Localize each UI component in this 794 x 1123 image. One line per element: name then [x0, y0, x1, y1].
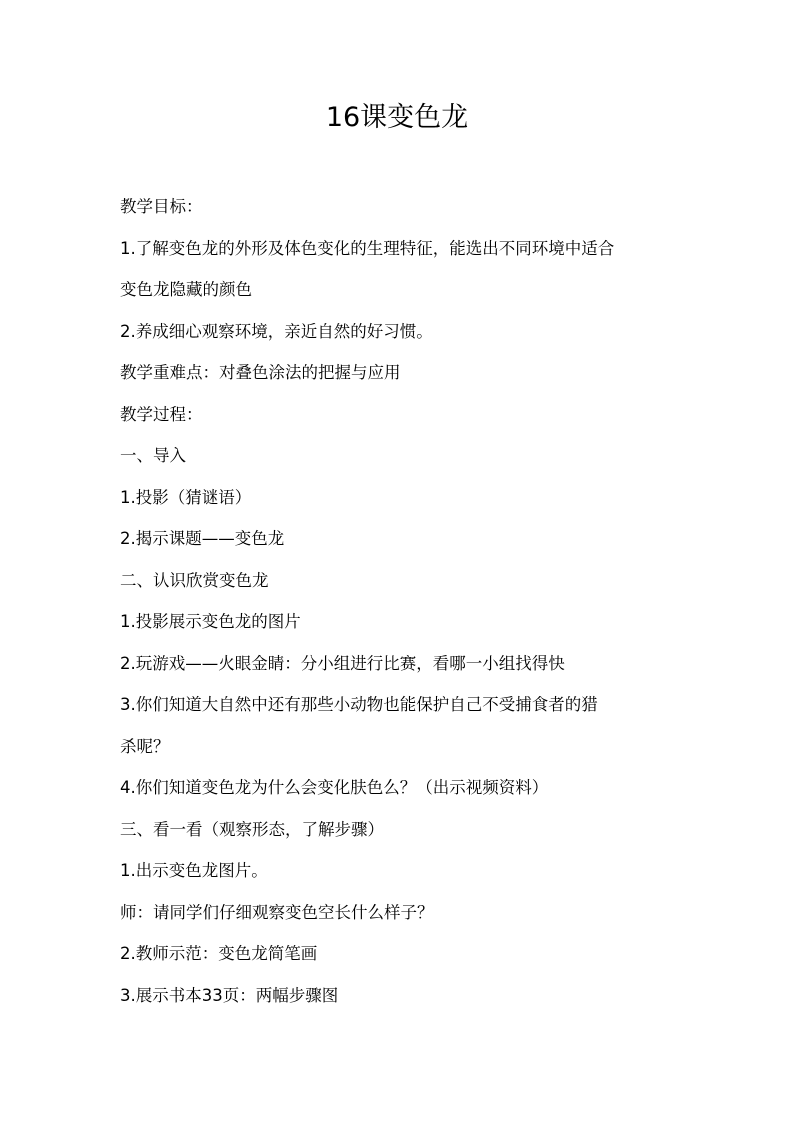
paragraph-line: 变色龙隐藏的颜色 [120, 280, 252, 299]
paragraph-line: 教学重难点：对叠色涂法的把握与应用 [120, 363, 401, 382]
paragraph-line: 3.你们知道大自然中还有那些小动物也能保护自己不受捕食者的猎 [120, 695, 598, 714]
paragraph-line: 2.玩游戏——火眼金睛：分小组进行比赛，看哪一小组找得快 [120, 653, 565, 673]
document-body [120, 186, 680, 1016]
paragraph-line: 1.投影展示变色龙的图片 [120, 612, 301, 631]
paragraph-line: 师：请同学们仔细观察变色空长什么样子？ [120, 902, 434, 922]
paragraph-line: 杀呢？ [120, 736, 170, 756]
paragraph-line: 三、看一看（观察形态，了解步骤） [120, 819, 384, 839]
paragraph-line: 1.了解变色龙的外形及体色变化的生理特征，能选出不同环境中适合 [120, 238, 615, 258]
paragraph-line: 教学过程： [120, 404, 203, 424]
paragraph-line: 一、导入 [120, 446, 186, 465]
paragraph-line: 4.你们知道变色龙为什么会变化肤色么？（出示视频资料） [120, 778, 549, 797]
paragraph-line: 二、认识欣赏变色龙 [120, 570, 269, 590]
paragraph-line: 3.展示书本33页：两幅步骤图 [120, 985, 339, 1005]
paragraph-line: 2.教师示范：变色龙简笔画 [120, 944, 318, 963]
paragraph-line: 1.投影（猜谜语） [120, 487, 252, 507]
paragraph-line: 1.出示变色龙图片。 [120, 861, 268, 880]
paragraph-line: 教学目标： [120, 197, 203, 216]
document-title: 16课变色龙 [325, 102, 469, 133]
paragraph-line: 2.揭示课题——变色龙 [120, 529, 285, 548]
paragraph-line: 2.养成细心观察环境，亲近自然的好习惯。 [120, 321, 433, 341]
